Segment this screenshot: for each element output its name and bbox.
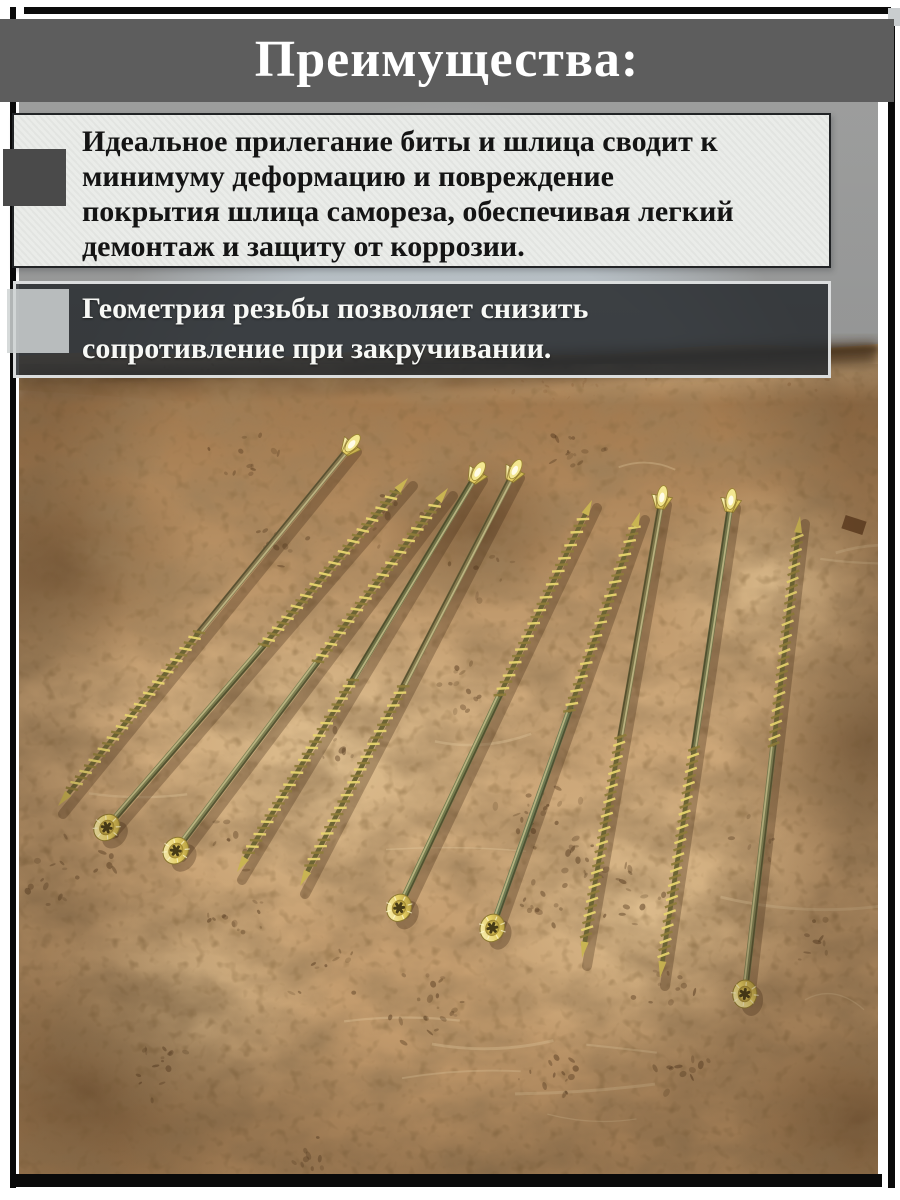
text-line: Геометрия резьбы позволяет снизить [82,292,589,325]
text-line: минимуму деформацию и повреждение [82,160,614,193]
page-title: Преимущества: [254,31,640,88]
frame-line-bottom [13,1174,882,1187]
benefit-text-1 [82,124,821,264]
frame-line-top [24,7,891,14]
text-line: Идеальное прилегание биты и шлица сводит к [82,125,718,158]
benefit-block-2 [13,281,831,378]
header-banner [0,19,894,102]
frame-line-right [888,26,895,1188]
text-line: демонтаж и защиту от коррозии. [82,230,525,263]
text-line: покрытия шлица самореза, обеспечивая легкий [82,195,734,228]
benefit-text-2 [82,289,820,369]
benefit-block-1 [12,113,831,268]
text-line: сопротивление при закручивании. [82,332,552,365]
decor-square-light [7,289,69,353]
decor-square-dark [3,149,66,206]
